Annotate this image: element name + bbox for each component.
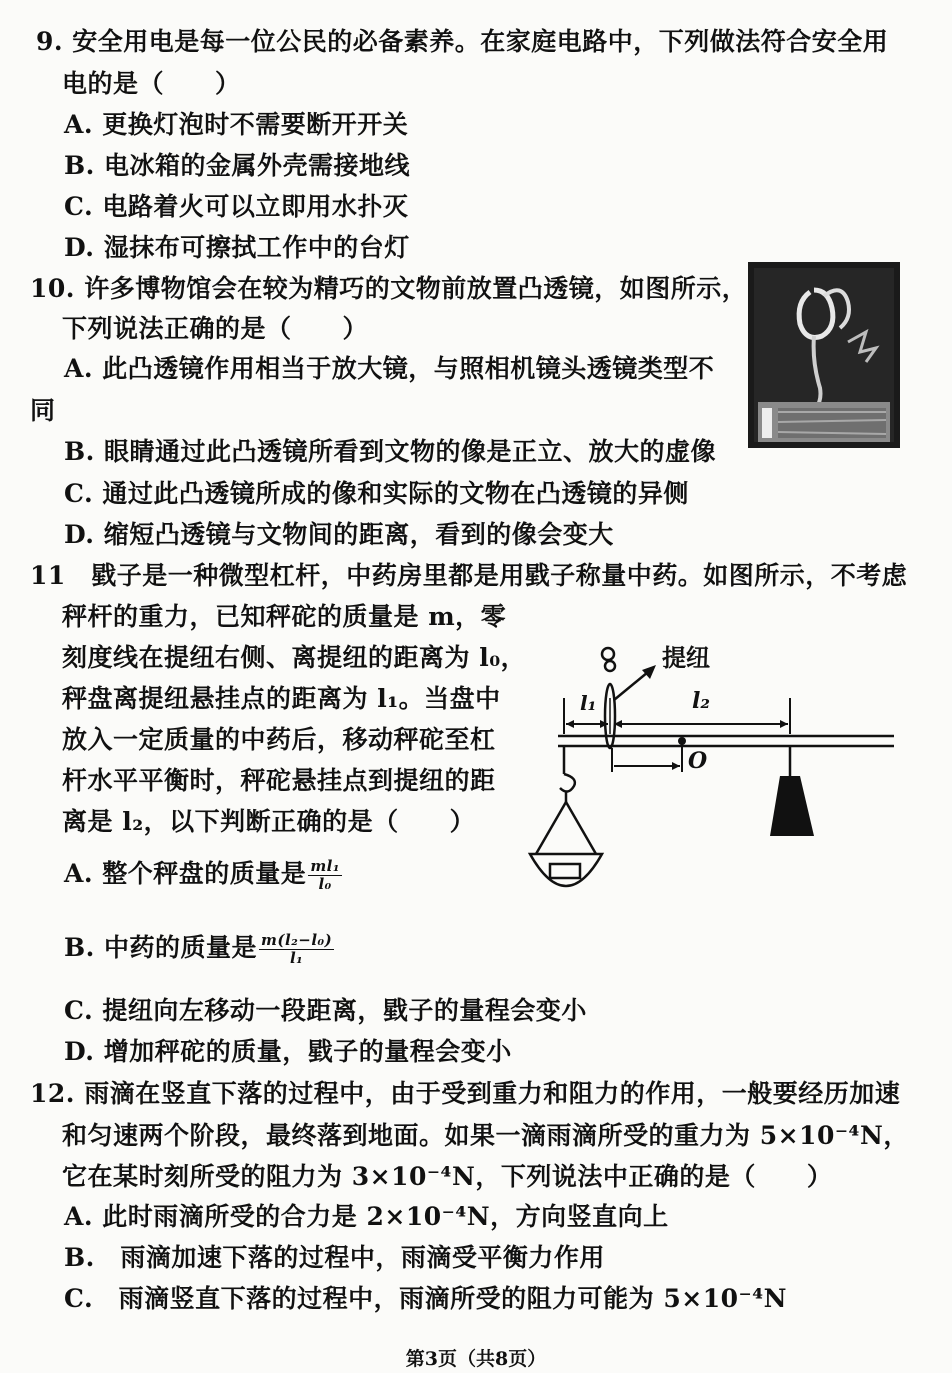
- q9-option-a: A. 更换灯泡时不需要断开开关: [64, 110, 409, 139]
- q11-option-a: [64, 858, 342, 893]
- q11-option-b-denominator: l₁: [289, 949, 304, 967]
- q11-stem-line7: 离是 l₂，以下判断正确的是（ ）: [62, 807, 476, 836]
- q12-stem-line1: 12. 雨滴在竖直下落的过程中，由于受到重力和阻力的作用，一般要经历加速: [30, 1079, 901, 1108]
- q11-option-a-denominator: l₀: [318, 875, 332, 893]
- q9-stem-line2: 电的是（ ）: [62, 69, 241, 98]
- q11-option-a-numerator: ml₁: [310, 857, 340, 875]
- scale-pan: [530, 746, 602, 886]
- zero-point-o: [678, 737, 686, 745]
- q11-stem-line4: 秤盘离提纽悬挂点的距离为 l₁。当盘中: [62, 684, 501, 713]
- q11-option-b-fraction: [259, 932, 334, 967]
- steelyard-diagram: [522, 636, 902, 906]
- q12-option-a: A. 此时雨滴所受的合力是 2×10⁻⁴N，方向竖直向上: [64, 1202, 669, 1231]
- tizhou-arrow: [614, 665, 656, 700]
- q11-stem-line2: 秤杆的重力，已知秤砣的质量是 m，零: [62, 602, 507, 631]
- q12-option-c: C. 雨滴竖直下落的过程中，雨滴所受的阻力可能为 5×10⁻⁴N: [64, 1284, 787, 1313]
- museum-magnifier-photo: [748, 262, 900, 448]
- q11-option-b-numerator: m(l₂−l₀): [261, 931, 333, 949]
- q11-option-b-text: B. 中药的质量是: [64, 933, 258, 962]
- q10-stem-line1: 10. 许多博物馆会在较为精巧的文物前放置凸透镜，如图所示，: [30, 274, 748, 303]
- q10-option-b: B. 眼睛通过此凸透镜所看到文物的像是正立、放大的虚像: [64, 437, 717, 466]
- q11-option-c: C. 提纽向左移动一段距离，戥子的量程会变小: [64, 996, 587, 1025]
- o-label: O: [688, 748, 708, 774]
- l1-label: l₁: [580, 691, 597, 715]
- tizhou-cord: [602, 648, 615, 748]
- q9-option-b: B. 电冰箱的金属外壳需接地线: [64, 151, 411, 180]
- q10-option-a-line2: 同: [30, 396, 56, 425]
- q9-stem-line1: 9. 安全用电是每一位公民的必备素养。在家庭电路中，下列做法符合安全用: [36, 27, 889, 56]
- counterweight: [770, 746, 814, 836]
- q9-option-c: C. 电路着火可以立即用水扑灭: [64, 192, 409, 221]
- q12-stem-line3: 它在某时刻所受的阻力为 3×10⁻⁴N，下列说法中正确的是（ ）: [62, 1162, 833, 1191]
- q12-stem-line2: 和匀速两个阶段，最终落到地面。如果一滴雨滴所受的重力为 5×10⁻⁴N，: [62, 1121, 909, 1150]
- tizhou-label: 提纽: [662, 643, 710, 672]
- q11-option-a-text: A. 整个秤盘的质量是: [64, 859, 307, 888]
- q11-option-b: [64, 932, 334, 967]
- q11-option-a-fraction: [308, 858, 342, 893]
- q11-stem-line6: 杆水平平衡时，秤砣悬挂点到提纽的距: [62, 766, 496, 795]
- q11-option-d: D. 增加秤砣的质量，戥子的量程会变小: [64, 1037, 512, 1066]
- q11-stem-line1: 11 戥子是一种微型杠杆，中药房里都是用戥子称量中药。如图所示，不考虑: [30, 561, 908, 590]
- q10-option-c: C. 通过此凸透镜所成的像和实际的文物在凸透镜的异侧: [64, 479, 689, 508]
- q12-option-b: B. 雨滴加速下落的过程中，雨滴受平衡力作用: [64, 1243, 605, 1272]
- q10-stem-line2: 下列说法正确的是（ ）: [62, 314, 369, 343]
- q10-option-d: D. 缩短凸透镜与文物间的距离，看到的像会变大: [64, 520, 614, 549]
- l0-dimension: [612, 737, 686, 772]
- q10-option-a-line1: A. 此凸透镜作用相当于放大镜，与照相机镜头透镜类型不: [64, 354, 715, 383]
- q11-stem-line3: 刻度线在提纽右侧、离提纽的距离为 l₀，: [62, 643, 527, 672]
- q9-option-d: D. 湿抹布可擦拭工作中的台灯: [64, 233, 410, 262]
- q11-stem-line5: 放入一定质量的中药后，移动秤砣至杠: [62, 725, 496, 754]
- l2-label: l₂: [692, 688, 710, 714]
- page-number-footer: 第3页（共8页）: [405, 1348, 547, 1370]
